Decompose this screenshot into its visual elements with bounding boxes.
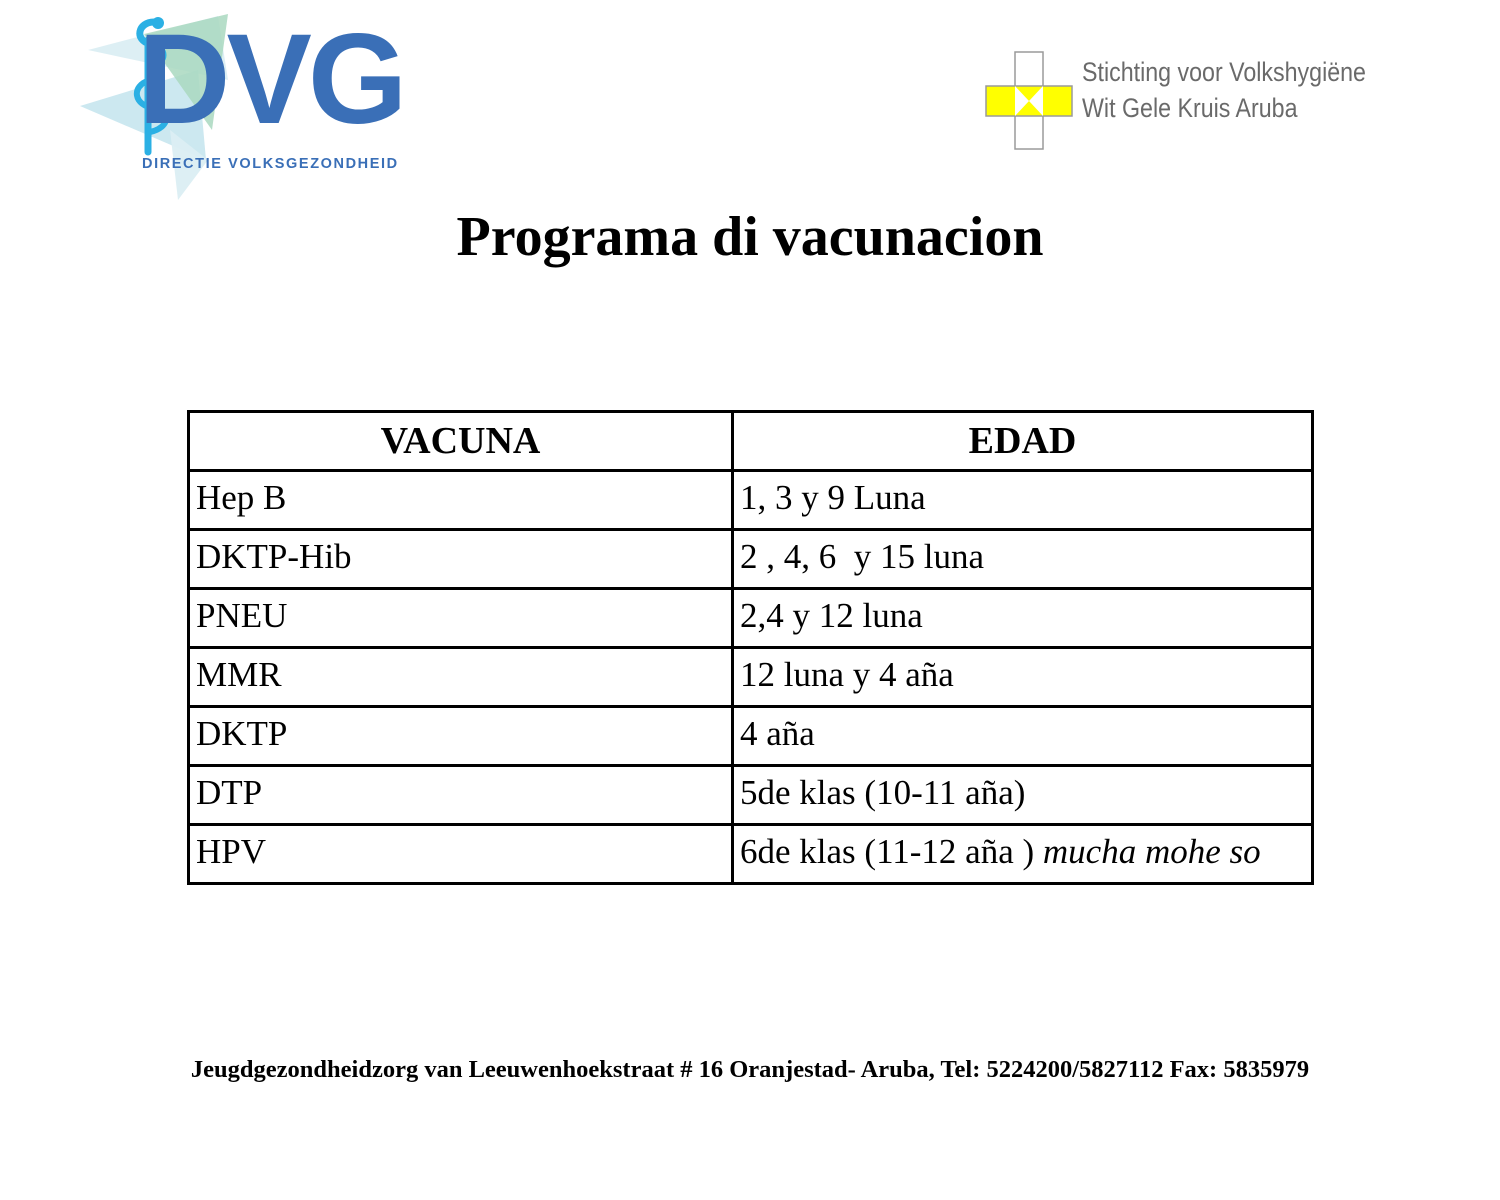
table-row bbox=[189, 825, 1313, 884]
table-row bbox=[189, 648, 1313, 707]
table-row bbox=[189, 589, 1313, 648]
cell-edad bbox=[733, 530, 1313, 589]
cell-vacuna: Hep B bbox=[189, 471, 733, 530]
cell-edad bbox=[733, 825, 1313, 884]
cross-icon bbox=[984, 50, 1074, 152]
cell-vacuna: HPV bbox=[189, 825, 733, 884]
edad-text: 2 , 4, 6 y 15 luna bbox=[740, 537, 985, 576]
cell-vacuna: MMR bbox=[189, 648, 733, 707]
vaccination-table bbox=[187, 410, 1314, 885]
cell-edad bbox=[733, 707, 1313, 766]
footer-address: Jeugdgezondheidzorg van Leeuwenhoekstraat # 16 Oranjestad- Aruba, Tel: 5224200/5827112 Fax: 5835979 bbox=[190, 1056, 1310, 1083]
cell-edad bbox=[733, 648, 1313, 707]
table-row bbox=[189, 707, 1313, 766]
header-edad: EDAD bbox=[733, 412, 1313, 471]
cell-edad bbox=[733, 766, 1313, 825]
dvg-letters: DVG bbox=[138, 8, 404, 151]
wgk-line-2: Wit Gele Kruis Aruba bbox=[1082, 93, 1298, 123]
edad-text: 2,4 y 12 luna bbox=[740, 596, 923, 635]
page-title: Programa di vacunacion bbox=[456, 206, 1044, 268]
wgk-logo bbox=[984, 50, 1384, 152]
table-header-row bbox=[189, 412, 1313, 471]
cell-vacuna: PNEU bbox=[189, 589, 733, 648]
cell-edad bbox=[733, 471, 1313, 530]
cell-edad bbox=[733, 589, 1313, 648]
edad-text: 5de klas (10-11 aña) bbox=[740, 773, 1026, 812]
cell-vacuna: DKTP-Hib bbox=[189, 530, 733, 589]
dvg-subtitle: DIRECTIE VOLKSGEZONDHEID bbox=[142, 156, 399, 172]
table-row bbox=[189, 471, 1313, 530]
edad-note: mucha mohe so bbox=[1042, 832, 1261, 871]
cell-vacuna: DTP bbox=[189, 766, 733, 825]
edad-text: 12 luna y 4 aña bbox=[740, 655, 954, 694]
edad-text: 1, 3 y 9 Luna bbox=[740, 478, 926, 517]
edad-text: 6de klas (11-12 aña ) bbox=[740, 832, 1043, 871]
table-row bbox=[189, 530, 1313, 589]
wgk-text bbox=[1082, 54, 1366, 126]
dvg-logo bbox=[78, 10, 458, 200]
header-vacuna: VACUNA bbox=[189, 412, 733, 471]
cell-vacuna: DKTP bbox=[189, 707, 733, 766]
table-row bbox=[189, 766, 1313, 825]
wgk-line-1: Stichting voor Volkshygiëne bbox=[1082, 57, 1366, 87]
edad-text: 4 aña bbox=[740, 714, 815, 753]
